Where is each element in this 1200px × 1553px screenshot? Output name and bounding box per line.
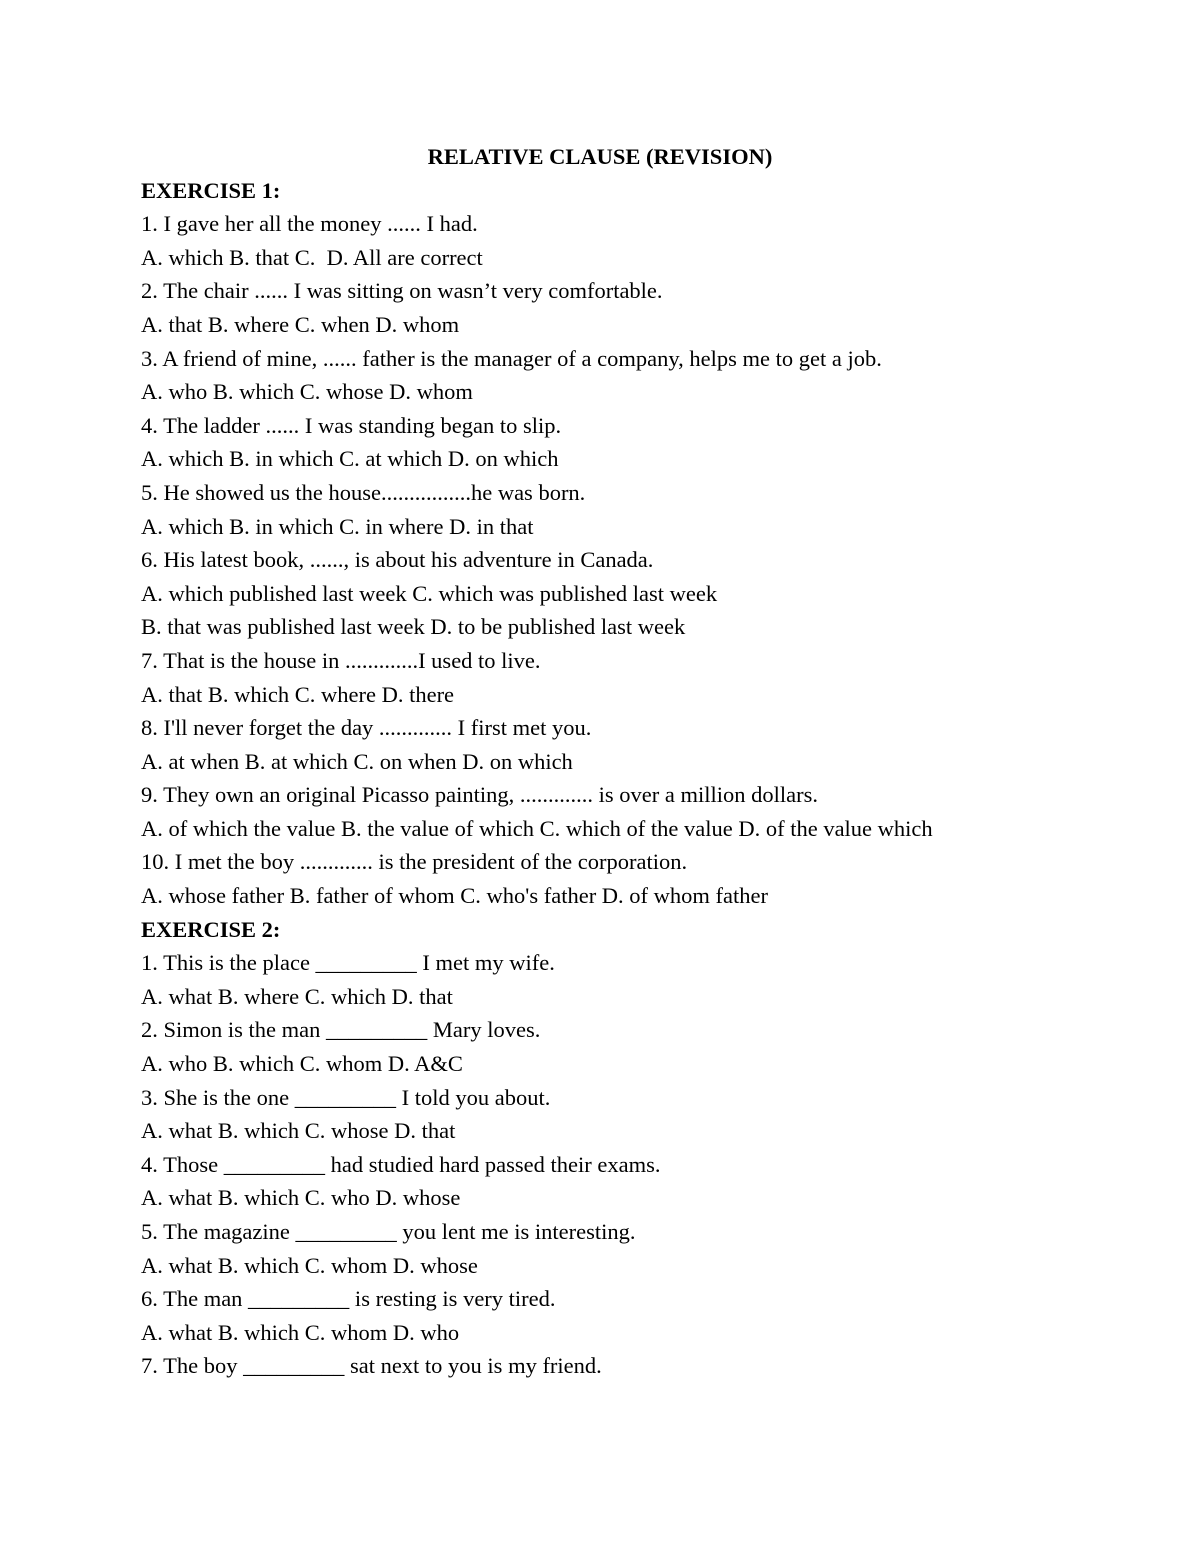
options-line: A. at when B. at which C. on when D. on which	[141, 748, 573, 774]
question-line: 4. The ladder ...... I was standing began to slip.	[141, 412, 562, 438]
question-line: 3. A friend of mine, ...... father is the manager of a company, helps me to get a job.	[141, 345, 882, 371]
exercise-1-lines	[141, 207, 1151, 912]
question-line: 2. The chair ...... I was sitting on wasn’t very comfortable.	[141, 278, 663, 304]
options-line: B. that was published last week D. to be published last week	[141, 614, 686, 640]
question-line: 1. This is the place _________ I met my wife.	[141, 950, 555, 976]
document-body	[141, 140, 1151, 1383]
question-line: 4. Those _________ had studied hard passed their exams.	[141, 1151, 661, 1177]
options-line: A. who B. which C. whose D. whom	[141, 379, 473, 405]
question-line: 6. The man _________ is resting is very tired.	[141, 1286, 556, 1312]
question-line: 2. Simon is the man _________ Mary loves.	[141, 1017, 541, 1043]
options-line: A. who B. which C. whom D. A&C	[141, 1051, 463, 1077]
options-line: A. what B. which C. whose D. that	[141, 1118, 456, 1144]
options-line: A. which published last week C. which was published last week	[141, 580, 718, 606]
options-line: A. that B. which C. where D. there	[141, 681, 455, 707]
options-line: A. which B. in which C. in where D. in that	[141, 513, 534, 539]
options-line: A. what B. which C. whom D. who	[141, 1319, 460, 1345]
exercise-2-lines	[141, 946, 1151, 1383]
question-line: 1. I gave her all the money ...... I had.	[141, 211, 478, 237]
exercise-2-heading: EXERCISE 2:	[141, 916, 281, 942]
question-line: 5. He showed us the house................he was born.	[141, 479, 586, 505]
options-line: A. which B. in which C. at which D. on which	[141, 446, 559, 472]
question-line: 10. I met the boy ............. is the president of the corporation.	[141, 849, 688, 875]
question-line: 3. She is the one _________ I told you about.	[141, 1084, 551, 1110]
options-line: A. whose father B. father of whom C. who's father D. of whom father	[141, 883, 769, 909]
options-line: A. what B. which C. who D. whose	[141, 1185, 461, 1211]
question-line: 9. They own an original Picasso painting, ............. is over a million dollars.	[141, 782, 818, 808]
options-line: A. of which the value B. the value of which C. which of the value D. of the value which	[141, 815, 933, 841]
question-line: 8. I'll never forget the day ............. I first met you.	[141, 715, 592, 741]
question-line: 7. The boy _________ sat next to you is my friend.	[141, 1353, 602, 1379]
question-line: 6. His latest book, ......, is about his adventure in Canada.	[141, 547, 654, 573]
options-line: A. what B. which C. whom D. whose	[141, 1252, 478, 1278]
exercise-1-heading: EXERCISE 1:	[141, 177, 281, 203]
options-line: A. that B. where C. when D. whom	[141, 311, 460, 337]
options-line: A. what B. where C. which D. that	[141, 983, 453, 1009]
question-line: 7. That is the house in .............I used to live.	[141, 647, 541, 673]
options-line: A. which B. that C. D. All are correct	[141, 244, 483, 270]
page-title: RELATIVE CLAUSE (REVISION)	[427, 144, 773, 169]
question-line: 5. The magazine _________ you lent me is interesting.	[141, 1219, 636, 1244]
